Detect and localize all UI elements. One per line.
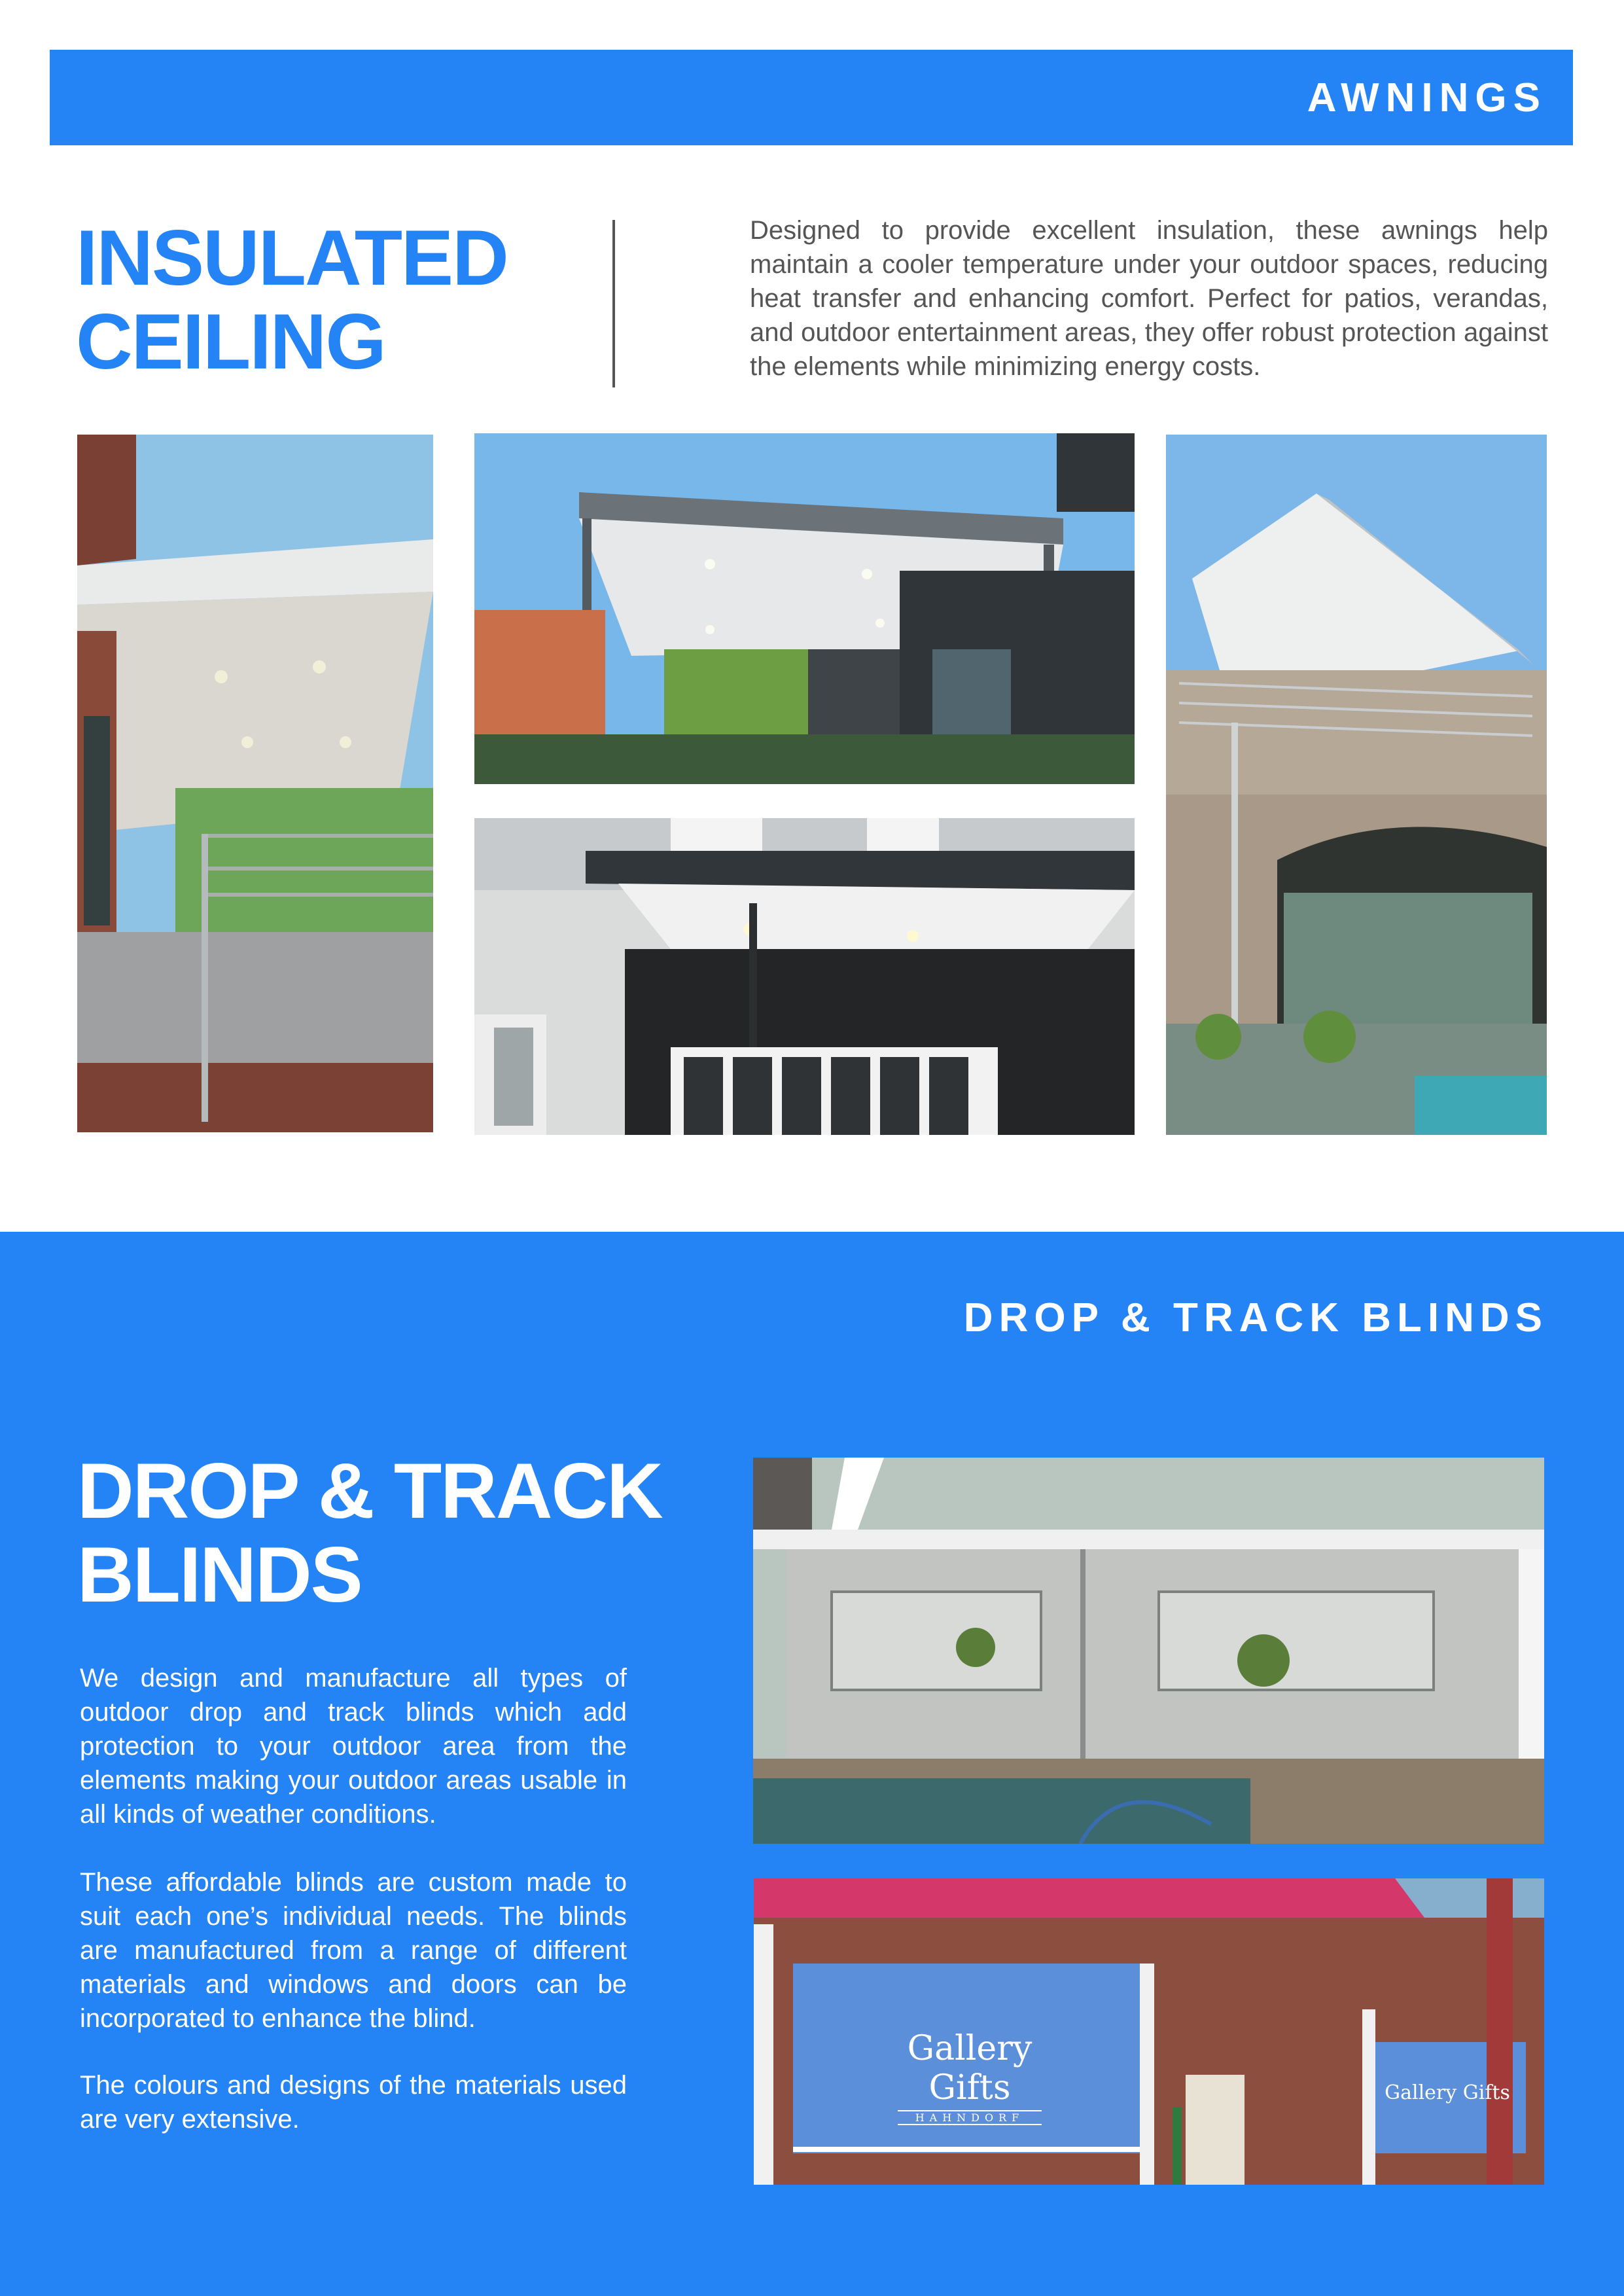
gallery-gifts-sign-name: Gallery Gifts (907, 2029, 1033, 2108)
gallery-gifts-sign (872, 2029, 1068, 2125)
terrace-awning-photo (77, 435, 433, 1132)
pergola-ceiling-photo (474, 433, 1135, 784)
insulated-ceiling-title: INSULATED CEILING (76, 214, 508, 386)
entrance-awning-photo (474, 818, 1135, 1135)
insulated-ceiling-description: Designed to provide excellent insulation, these awnings help maintain a cooler temperature under your outdoor spaces, reducing heat transfer and enhancing comfort. Perfect for patios, verandas, and outdoor entertainment areas, they offer robust protection against the elements while minimizing energy costs. (750, 216, 1548, 381)
section-header-banner (50, 50, 1573, 145)
gallery-gifts-sign-place: HAHNDORF (898, 2110, 1042, 2125)
gallery-gifts-sign-small: Gallery Gifts (1385, 2081, 1510, 2104)
gallery-gifts-blinds-photo (754, 1878, 1544, 2185)
blinds-paragraph-3: The colours and designs of the materials used are very extensive. (80, 2071, 627, 2134)
blinds-paragraph-1: We design and manufacture all types of outdoor drop and track blinds which add protection to your outdoor area from the elements making your outdoor areas usable in all kinds of weather conditions. (80, 1664, 627, 1829)
vertical-divider (612, 220, 615, 387)
pool-blinds-photo (753, 1458, 1544, 1844)
drop-track-blinds-title: DROP & TRACK BLINDS (77, 1447, 662, 1619)
blinds-paragraph-2: These affordable blinds are custom made to suit each one’s individual needs. The blinds are manufactured from a range of different materials and windows and doors can be incorporated to enhance the blind. (80, 1868, 627, 2033)
balcony-awning-photo (1166, 435, 1547, 1135)
section-kicker-label: DROP & TRACK BLINDS (963, 1295, 1548, 1340)
section-header-label: AWNINGS (1307, 75, 1547, 120)
